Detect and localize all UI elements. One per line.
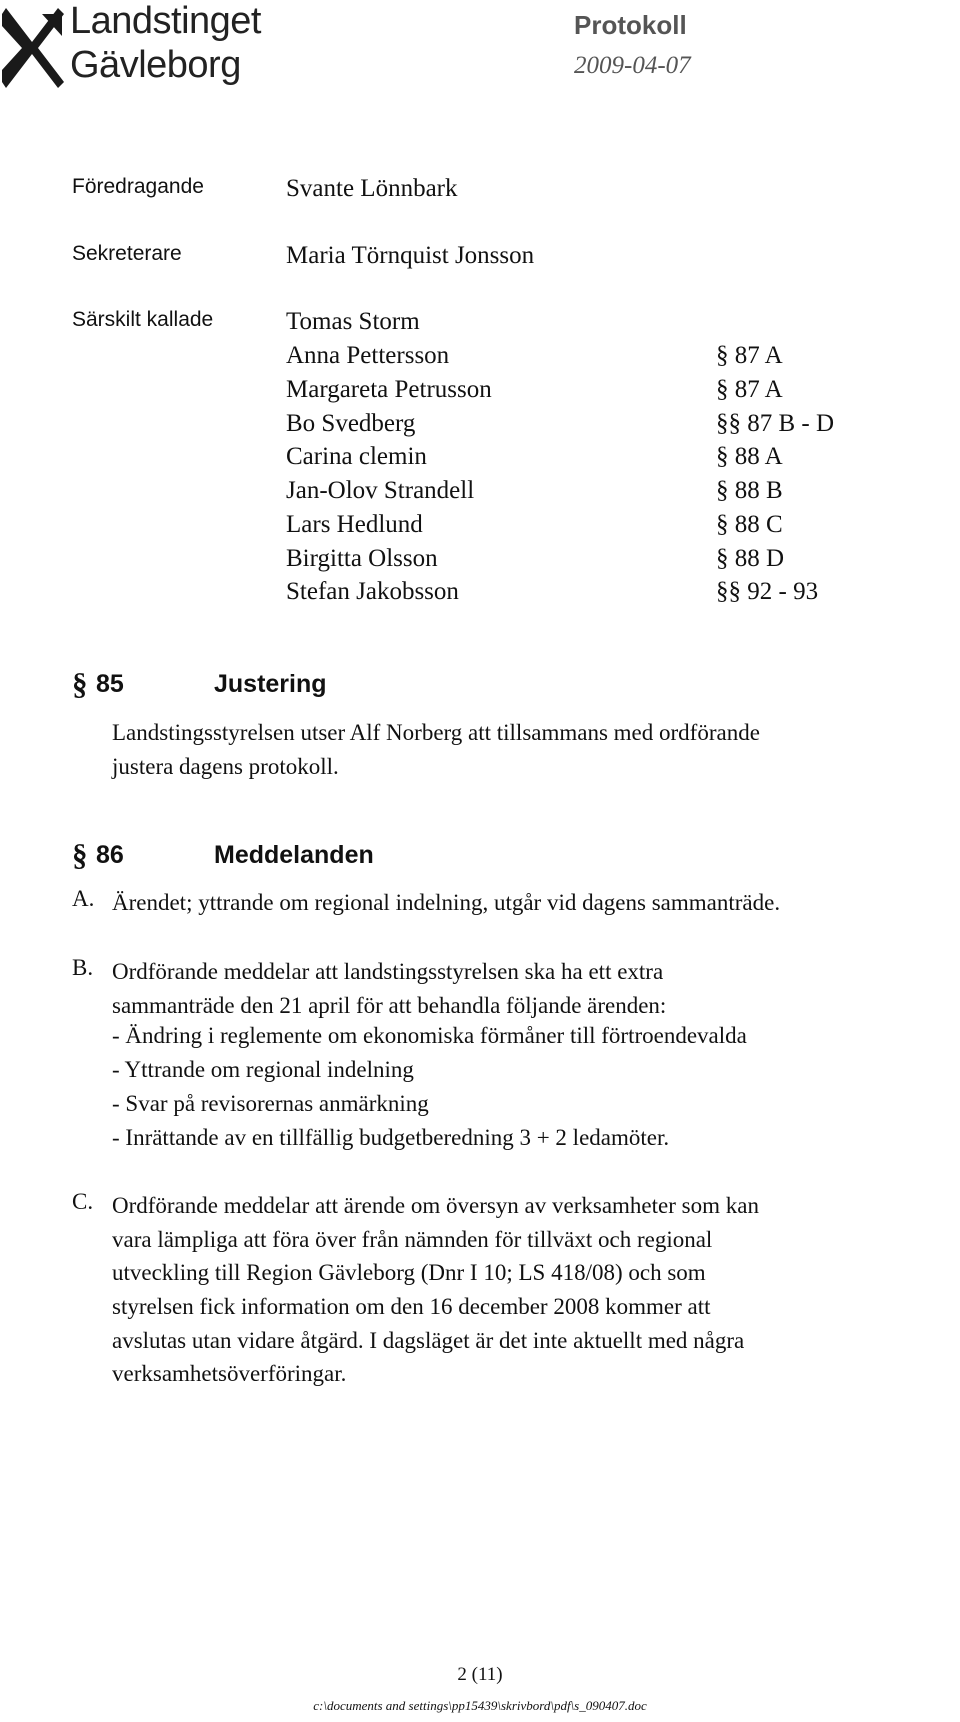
role-value-presenter: Svante Lönnbark: [286, 175, 458, 202]
item-b-line: sammanträde den 21 april för att behandla följande ärenden:: [112, 993, 667, 1018]
summoned-ref: § 88 C: [716, 511, 783, 538]
page-number: 2 (11): [457, 1664, 503, 1685]
section-title-meddelanden: Meddelanden: [214, 841, 374, 869]
summoned-ref: §§ 87 B - D: [716, 410, 835, 437]
item-c-line: verksamhetsöverföringar.: [112, 1361, 347, 1386]
summoned-ref: § 87 A: [716, 342, 783, 369]
section-title-justering: Justering: [214, 670, 327, 698]
summoned-name: Margareta Petrusson: [286, 376, 492, 403]
list-item: - Inrättande av en tillfällig budgetberedning 3 + 2 ledamöter.: [112, 1125, 670, 1150]
role-label-summoned: Särskilt kallade: [72, 308, 214, 331]
role-value-secretary: Maria Törnquist Jonsson: [286, 242, 535, 269]
list-item: - Svar på revisorernas anmärkning: [112, 1091, 429, 1116]
summoned-name: Carina clemin: [286, 443, 427, 470]
logo-text-line2: Gävleborg: [70, 44, 241, 86]
section-number: 86: [96, 841, 124, 869]
file-path: c:\documents and settings\pp15439\skrivbord\pdf\s_090407.doc: [313, 1698, 647, 1713]
summoned-name: Stefan Jakobsson: [286, 578, 459, 605]
summoned-ref: § 88 B: [716, 477, 783, 504]
document-type: Protokoll: [574, 10, 687, 40]
item-c-line: utveckling till Region Gävleborg (Dnr I 10; LS 418/08) och som: [112, 1260, 706, 1285]
summoned-name: Lars Hedlund: [286, 511, 423, 538]
item-letter-a: A.: [72, 886, 95, 911]
document-date: 2009-04-07: [574, 52, 691, 79]
role-label-secretary: Sekreterare: [72, 242, 182, 265]
section-number: 85: [96, 670, 124, 698]
paragraph-line: Landstingsstyrelsen utser Alf Norberg att tillsammans med ordförande: [112, 720, 760, 745]
item-letter-b: B.: [72, 955, 94, 980]
item-a-text: Ärendet; yttrande om regional indelning, utgår vid dagens sammanträde.: [112, 890, 781, 915]
item-letter-c: C.: [72, 1189, 94, 1214]
summoned-name: Anna Pettersson: [286, 342, 450, 369]
logo-mark-icon: [2, 2, 66, 92]
summoned-ref: § 88 A: [716, 443, 783, 470]
summoned-name: Jan-Olov Strandell: [286, 477, 475, 504]
role-value-summoned: Tomas Storm: [286, 308, 420, 335]
summoned-name: Birgitta Olsson: [286, 545, 438, 572]
item-c-line: avslutas utan vidare åtgärd. I dagsläget är det inte aktuellt med några: [112, 1328, 745, 1353]
list-item: - Ändring i reglemente om ekonomiska förmåner till förtroendevalda: [112, 1023, 747, 1048]
item-c-line: vara lämpliga att föra över från nämnden för tillväxt och regional: [112, 1227, 713, 1252]
summoned-name: Bo Svedberg: [286, 410, 416, 437]
section-sign-icon: §: [72, 837, 88, 872]
item-c-line: styrelsen fick information om den 16 december 2008 kommer att: [112, 1294, 711, 1319]
logo-text-line1: Landstinget: [70, 0, 261, 42]
role-label-presenter: Föredragande: [72, 175, 204, 198]
landstinget-logo: [0, 0, 290, 92]
paragraph-line: justera dagens protokoll.: [112, 754, 339, 779]
list-item: - Yttrande om regional indelning: [112, 1057, 414, 1082]
item-c-line: Ordförande meddelar att ärende om översyn av verksamheter som kan: [112, 1193, 759, 1218]
section-sign-icon: §: [72, 666, 88, 701]
summoned-ref: §§ 92 - 93: [716, 578, 819, 605]
summoned-ref: § 87 A: [716, 376, 783, 403]
summoned-ref: § 88 D: [716, 545, 785, 572]
item-b-line: Ordförande meddelar att landstingsstyrelsen ska ha ett extra: [112, 959, 664, 984]
